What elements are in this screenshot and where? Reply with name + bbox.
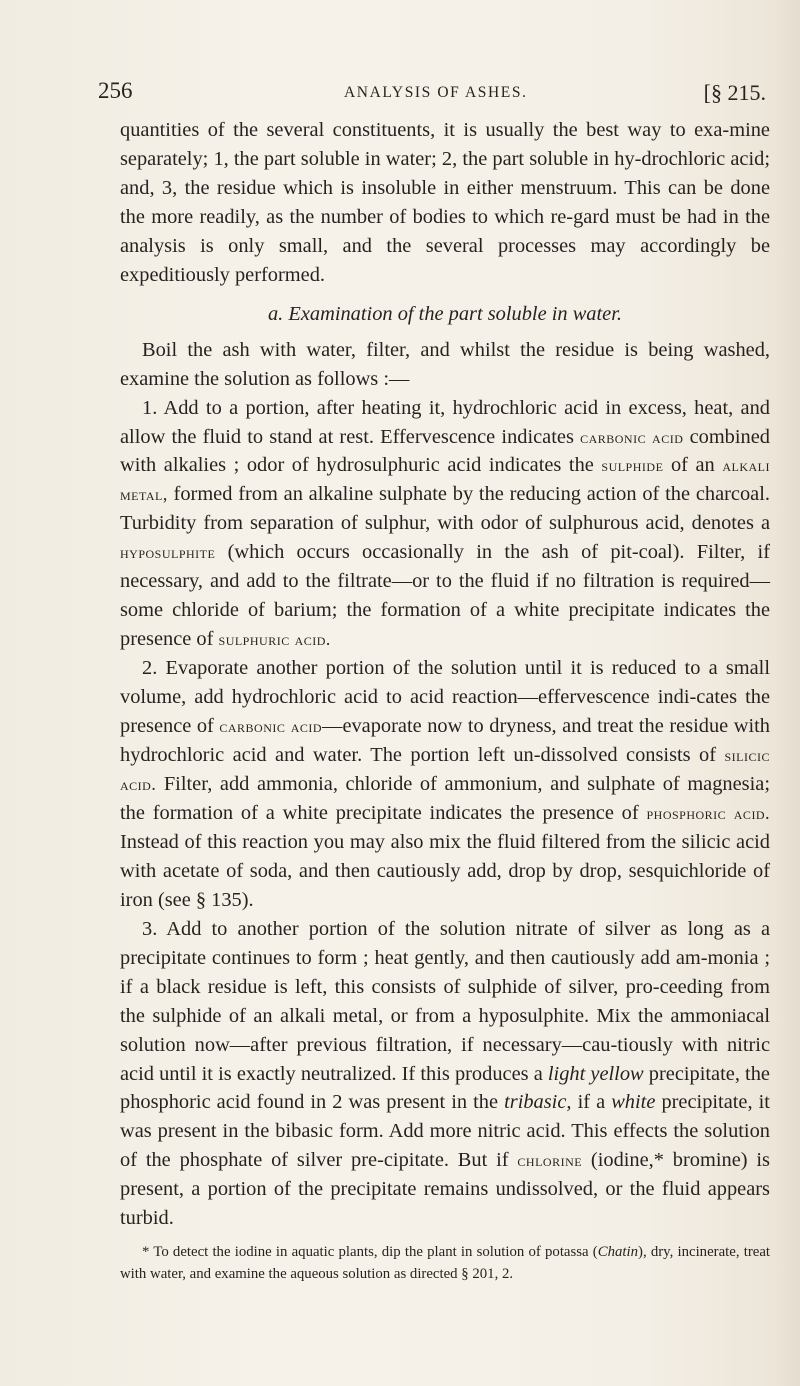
text-run: (which occurs occasionally in the ash of pit-coal). Filter, if necessary, and add to the filtrate—or to the fluid if no filtration is required—some chloride of barium; the formation of a white precipitate indicates the presence of bbox=[120, 541, 770, 651]
page-number: 256 bbox=[98, 78, 133, 103]
text-run: precipitate, it was present in the bibasic form. Add more nitric acid. This effects the solution of the phosphate of silver pre-cipitate. But if bbox=[120, 1091, 770, 1172]
small-caps-term: sulphuric acid. bbox=[218, 629, 331, 650]
italic-term: tribasic, bbox=[504, 1091, 572, 1114]
italic-term: light yellow bbox=[547, 1062, 644, 1085]
small-caps-term: alkali metal, bbox=[120, 455, 770, 505]
step-1-paragraph bbox=[120, 394, 770, 655]
text-run: if a bbox=[577, 1091, 606, 1114]
text-run: precipitate, the phosphoric acid found in 2 was present in the bbox=[120, 1062, 770, 1114]
running-title: ANALYSIS OF ASHES. bbox=[344, 84, 528, 101]
boil-paragraph: Boil the ash with water, filter, and whilst the residue is being washed, examine the solution as follows :— bbox=[120, 338, 770, 390]
small-caps-term: hyposulphite bbox=[120, 542, 216, 563]
text-run: 2. Evaporate another portion of the solution until it is reduced to a small volume, add hydrochloric acid to acid reaction—effervescence indi-cates the presence of bbox=[120, 657, 770, 738]
step-3-paragraph bbox=[120, 915, 770, 1233]
italic-term: white bbox=[611, 1091, 656, 1114]
text-run: * To detect the iodine in aquatic plants, dip the plant in solution of potassa ( bbox=[142, 1244, 598, 1261]
footnote bbox=[120, 1241, 770, 1285]
text-run: Filter, add ammonia, chloride of ammonium, and sulphate of magnesia; the formation of a white precipitate indicates the presence of bbox=[120, 772, 770, 824]
text-run: 3. Add to another portion of the solution nitrate of silver as long as a precipitate continues to form ; heat gently, and then cautiously add am-monia ; if a black residue is left, this consists of sulphide of silver, pro-ceeding from the sulphide of an alkali metal, or from a hyposulphite. Mix the ammoniacal solution now—after previous filtration, if necessary—cau-tiously with nitric acid until it is exactly neutralized. If this produces a bbox=[120, 917, 770, 1085]
text-run: ), dry, incinerate, treat with water, and examine the aqueous solution as directed § 201, 2. bbox=[120, 1244, 771, 1283]
text-run: combined with alkalies ; odor of hydrosulphuric acid indicates the bbox=[120, 425, 770, 477]
text-run: Instead of this reaction you may also mix the fluid filtered from the silicic acid with acetate of soda, and then cautiously add, drop by drop, sesquichloride of iron (see § 135). bbox=[120, 830, 770, 911]
text-run: formed from an alkaline sulphate by the reducing action of the charcoal. Turbidity from separation of sulphur, with odor of sulphurous acid, denotes a bbox=[120, 483, 770, 535]
intro-paragraph: quantities of the several constituents, it is usually the best way to exa-mine separately; 1, the part soluble in water; 2, the part soluble in hy-drochloric acid; and, 3, the residue which is insoluble in either menstruum. This can be done the more readily, as the number of bodies to which re-gard must be had in the analysis is only small, and the several processes may accordingly be expeditiously performed. bbox=[120, 119, 770, 286]
section-heading bbox=[120, 300, 770, 329]
body-text bbox=[120, 116, 770, 1285]
text-run: (iodine,* bromine) is present, a portion of the precipitate remains undissolved, or the fluid appears turbid. bbox=[120, 1149, 770, 1230]
section-reference: [§ 215. bbox=[703, 80, 766, 105]
text-run: 1. Add to a portion, after heating it, hydrochloric acid in excess, heat, and allow the fluid to stand at rest. Effervescence indicates bbox=[120, 396, 770, 448]
text-run: of an bbox=[670, 454, 715, 477]
page-header bbox=[98, 78, 766, 112]
section-heading-title: Examination of the part soluble in water. bbox=[288, 302, 622, 325]
small-caps-term: carbonic acid bbox=[219, 716, 323, 737]
small-caps-term: sulphide bbox=[601, 455, 664, 476]
small-caps-term: carbonic acid bbox=[580, 426, 684, 447]
small-caps-term: silicic acid. bbox=[120, 745, 770, 794]
small-caps-term: phosphoric acid. bbox=[646, 802, 770, 823]
italic-term: Chatin bbox=[597, 1244, 639, 1261]
text-run: —evaporate now to dryness, and treat the residue with hydrochloric acid and water. The portion left un-dissolved consists of bbox=[120, 715, 770, 767]
small-caps-term: chlorine bbox=[517, 1150, 583, 1171]
section-heading-letter: a. bbox=[267, 302, 284, 325]
step-2-paragraph bbox=[120, 654, 770, 915]
